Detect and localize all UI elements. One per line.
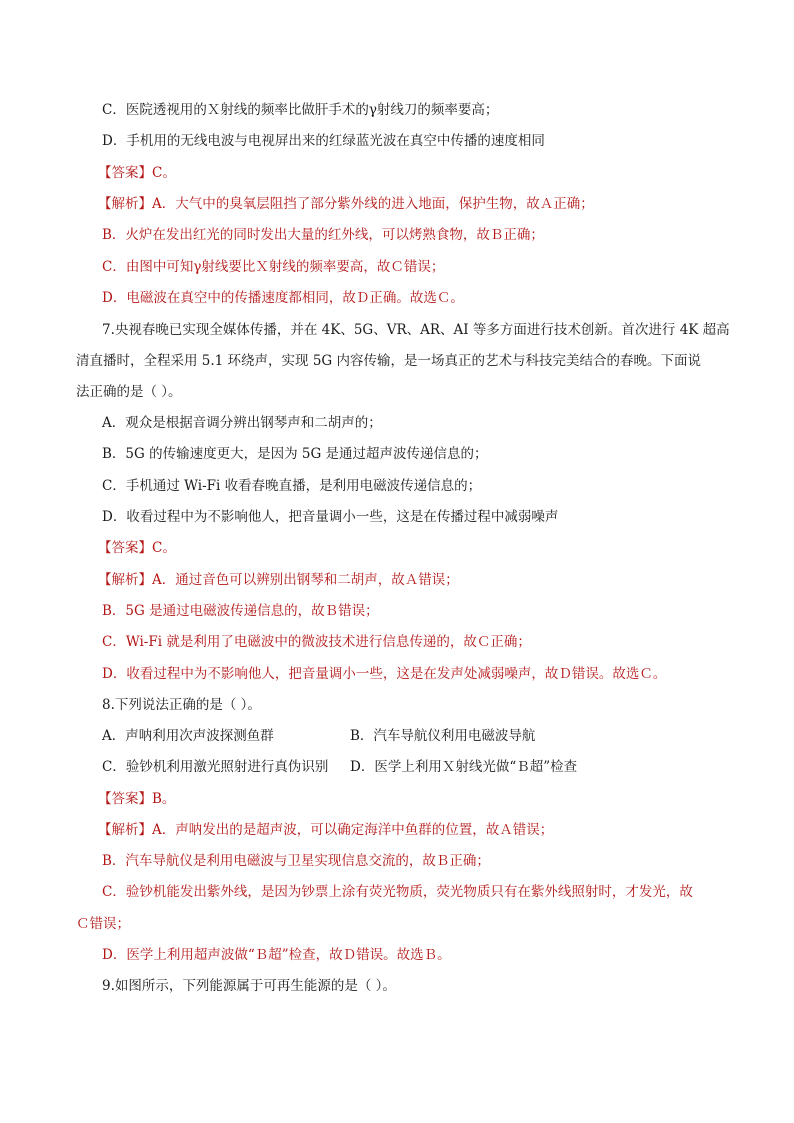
option-d-q7: D．收看过程中为不影响他人，把音量调小一些，这是在传播过程中减弱噪声 [102,509,559,525]
option-d-q8: D．医学上利用Ｘ射线光做“Ｂ超”检查 [350,759,578,775]
option-b-q7: B．5G 的传输速度更大，是因为 5G 是通过超声波传递信息的； [102,446,488,462]
analysis-q8-d: D．医学上利用超声波做“Ｂ超”检查，故Ｄ错误。故选Ｂ。 [102,947,451,963]
analysis-q7-d: D．收看过程中为不影响他人，把音量调小一些，这是在发声处减弱噪声，故Ｄ错误。故选Ｃ。 [102,666,667,682]
option-b-q8: B．汽车导航仪利用电磁波导航 [350,728,536,744]
question-7-line-3: 法正确的是（ ）。 [76,384,182,400]
question-9: 9.如图所示，下列能源属于可再生能源的是（ ）。 [102,978,396,994]
option-a-q7: A．观众是根据音调分辨出钢琴声和二胡声的； [102,415,382,431]
analysis-q6-a: 【解析】A．大气中的臭氧层阻挡了部分紫外线的进入地面，保护生物，故Ａ正确； [98,196,594,212]
analysis-q8-a: 【解析】A．声呐发出的是超声波，可以确定海洋中鱼群的位置，故Ａ错误； [98,822,554,838]
answer-q6: 【答案】C。 [98,165,176,181]
answer-q8: 【答案】B。 [98,791,176,807]
analysis-q8-c: C．验钞机能发出紫外线，是因为钞票上涂有荧光物质，荧光物质只有在紫外线照射时，才发光，故 [102,884,693,900]
analysis-q8-b: B．汽车导航仪是利用电磁波与卫星实现信息交流的，故Ｂ正确； [102,853,490,869]
analysis-q7-b: B．5G 是通过电磁波传递信息的，故Ｂ错误； [102,603,379,619]
analysis-q6-b: B．火炉在发出红光的同时发出大量的红外线，可以烤熟食物，故Ｂ正确； [102,227,544,243]
option-c-q6: C．医院透视用的Ｘ射线的频率比做肝手术的γ射线刀的频率要高； [102,102,499,118]
option-c-q8: C．验钞机利用激光照射进行真伪识别 [102,759,329,775]
analysis-q7-c: C．Wi-Fi 就是利用了电磁波中的微波技术进行信息传递的，故Ｃ正确； [102,634,531,650]
analysis-q8-c-cont: Ｃ错误； [76,916,130,932]
answer-q7: 【答案】C。 [98,540,176,556]
question-8: 8.下列说法正确的是（ ）。 [102,697,261,713]
question-7-line-2: 清直播时，全程采用 5.1 环绕声，实现 5G 内容传输，是一场真正的艺术与科技完美结合的春晚。下面说 [76,353,702,369]
option-c-q7: C．手机通过 Wi-Fi 收看春晚直播，是利用电磁波传递信息的； [102,478,482,494]
analysis-q6-c: C．由图中可知γ射线要比Ｘ射线的频率要高，故Ｃ错误； [102,259,445,275]
option-a-q8: A．声呐利用次声波探测鱼群 [102,728,274,744]
question-7-line-1: 7.央视春晚已实现全媒体传播，并在 4K、5G、VR、AR、AI 等多方面进行技术创新。首次进行 4K 超高 [102,322,730,338]
analysis-q7-a: 【解析】A．通过音色可以辨别出钢琴和二胡声，故Ａ错误； [98,572,459,588]
option-d-q6: D．手机用的无线电波与电视屏出来的红绿蓝光波在真空中传播的速度相同 [102,133,545,149]
options-q8-row-2 [102,757,794,777]
analysis-q6-d: D．电磁波在真空中的传播速度都相同，故Ｄ正确。故选Ｃ。 [102,290,464,306]
options-q8-row-1 [102,726,794,746]
